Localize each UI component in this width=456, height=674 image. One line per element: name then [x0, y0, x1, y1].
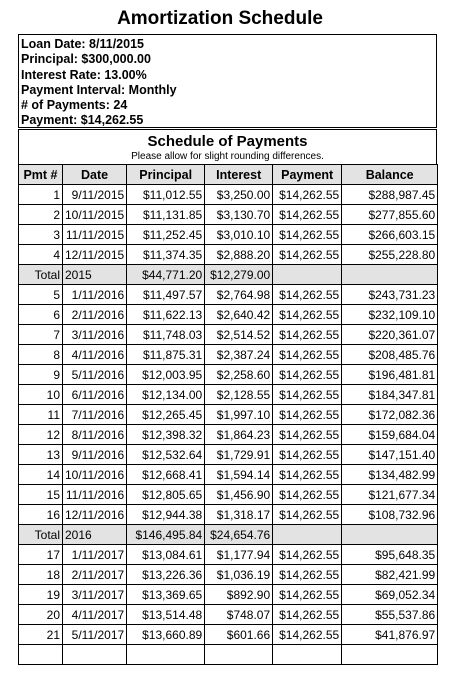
table-header-row [19, 165, 438, 185]
pmt-date-cell: 10/11/2015 [63, 205, 127, 225]
page-title: Amortization Schedule [117, 8, 323, 29]
interest-cell: $2,514.52 [205, 325, 273, 345]
balance-cell: $208,485.76 [342, 345, 438, 365]
col-header-interest: Interest [205, 165, 273, 185]
payment-cell: $14,262.55 [273, 605, 342, 625]
pmt-date-cell: 1/11/2016 [63, 285, 127, 305]
principal-cell: $11,748.03 [127, 325, 205, 345]
total-label: Total [19, 265, 63, 285]
pmt-number-cell: 21 [19, 625, 63, 645]
total-row [19, 265, 438, 285]
principal-cell: $11,131.85 [127, 205, 205, 225]
pmt-date-cell: 11/11/2015 [63, 225, 127, 245]
balance-cell: $55,537.86 [342, 605, 438, 625]
principal-cell: $146,495.84 [127, 525, 205, 545]
pmt-date-cell: 2/11/2016 [63, 305, 127, 325]
pmt-date-cell: 9/11/2016 [63, 445, 127, 465]
principal-cell [127, 645, 205, 665]
pmt-number-cell: 19 [19, 585, 63, 605]
interest-cell: $12,279.00 [205, 265, 273, 285]
pmt-number-cell [19, 645, 63, 665]
payment-table-body [19, 185, 438, 665]
principal-cell: $12,944.38 [127, 505, 205, 525]
payment-cell: $14,262.55 [273, 445, 342, 465]
table-row [19, 205, 438, 225]
balance-cell: $69,052.34 [342, 585, 438, 605]
pmt-date-cell: 7/11/2016 [63, 405, 127, 425]
table-row [19, 485, 438, 505]
payment-cell: $14,262.55 [273, 625, 342, 645]
payment-cell [273, 525, 342, 545]
rounding-note: Please allow for slight rounding differences. [131, 151, 324, 162]
table-row [19, 405, 438, 425]
principal-cell: $13,660.89 [127, 625, 205, 645]
pmt-number-cell: 3 [19, 225, 63, 245]
balance-cell: $232,109.10 [342, 305, 438, 325]
principal-cell: $12,134.00 [127, 385, 205, 405]
balance-cell [342, 645, 438, 665]
table-row [19, 645, 438, 665]
payment-cell: $14,262.55 [273, 505, 342, 525]
principal-cell: $13,514.48 [127, 605, 205, 625]
payment-cell: $14,262.55 [273, 245, 342, 265]
table-row [19, 505, 438, 525]
table-row [19, 325, 438, 345]
pmt-number-cell: 9 [19, 365, 63, 385]
payment-cell: $14,262.55 [273, 385, 342, 405]
balance-cell [342, 265, 438, 285]
pmt-date-cell: 2/11/2017 [63, 565, 127, 585]
pmt-date-cell: 4/11/2017 [63, 605, 127, 625]
pmt-number-cell: 20 [19, 605, 63, 625]
loan-date: Loan Date: 8/11/2015 [21, 37, 144, 51]
pmt-date-cell: 11/11/2016 [63, 485, 127, 505]
payment-interval: Payment Interval: Monthly [21, 82, 177, 97]
payment-cell: $14,262.55 [273, 425, 342, 445]
payment-cell [273, 645, 342, 665]
pmt-date-cell: 6/11/2016 [63, 385, 127, 405]
pmt-number-cell: 17 [19, 545, 63, 565]
balance-cell: $288,987.45 [342, 185, 438, 205]
interest-cell: $24,654.76 [205, 525, 273, 545]
pmt-date-cell: 3/11/2016 [63, 325, 127, 345]
interest-cell: $1,036.19 [205, 565, 273, 585]
principal-cell: $12,398.32 [127, 425, 205, 445]
payment-cell: $14,262.55 [273, 465, 342, 485]
table-row [19, 185, 438, 205]
interest-cell: $1,729.91 [205, 445, 273, 465]
payment-cell: $14,262.55 [273, 365, 342, 385]
principal-cell: $11,012.55 [127, 185, 205, 205]
total-year: 2015 [63, 265, 127, 285]
payment-cell: $14,262.55 [273, 485, 342, 505]
pmt-date-cell: 10/11/2016 [63, 465, 127, 485]
principal-cell: $12,265.45 [127, 405, 205, 425]
pmt-date-cell: 9/11/2015 [63, 185, 127, 205]
col-header-principal: Principal [127, 165, 205, 185]
payment-cell: $14,262.55 [273, 545, 342, 565]
pmt-date-cell: 5/11/2016 [63, 365, 127, 385]
payment-cell: $14,262.55 [273, 585, 342, 605]
table-row [19, 345, 438, 365]
table-row [19, 565, 438, 585]
payment-cell [273, 265, 342, 285]
pmt-number-cell: 6 [19, 305, 63, 325]
interest-cell: $892.90 [205, 585, 273, 605]
principal-cell: $12,668.41 [127, 465, 205, 485]
col-header-balance: Balance [342, 165, 438, 185]
loan-details-box [18, 34, 437, 128]
principal-cell: $12,003.95 [127, 365, 205, 385]
balance-cell: $277,855.60 [342, 205, 438, 225]
interest-cell: $1,318.17 [205, 505, 273, 525]
col-header-payment: Payment [273, 165, 342, 185]
interest-cell: $1,594.14 [205, 465, 273, 485]
balance-cell: $220,361.07 [342, 325, 438, 345]
interest-cell: $2,764.98 [205, 285, 273, 305]
pmt-date-cell: 12/11/2015 [63, 245, 127, 265]
pmt-date-cell: 3/11/2017 [63, 585, 127, 605]
table-row [19, 625, 438, 645]
payment-cell: $14,262.55 [273, 285, 342, 305]
table-row [19, 585, 438, 605]
loan-principal: Principal: $300,000.00 [21, 52, 151, 67]
balance-cell: $41,876.97 [342, 625, 438, 645]
pmt-number-cell: 12 [19, 425, 63, 445]
pmt-date-cell: 12/11/2016 [63, 505, 127, 525]
interest-cell: $1,177.94 [205, 545, 273, 565]
payment-cell: $14,262.55 [273, 205, 342, 225]
table-row [19, 305, 438, 325]
table-row [19, 385, 438, 405]
table-row [19, 605, 438, 625]
payment-table [18, 164, 438, 665]
interest-cell: $2,640.42 [205, 305, 273, 325]
pmt-date-cell: 8/11/2016 [63, 425, 127, 445]
pmt-number-cell: 13 [19, 445, 63, 465]
table-row [19, 365, 438, 385]
interest-cell: $601.66 [205, 625, 273, 645]
payment-count: # of Payments: 24 [21, 98, 128, 113]
interest-cell: $3,130.70 [205, 205, 273, 225]
principal-cell: $12,805.65 [127, 485, 205, 505]
schedule-title: Schedule of Payments [147, 133, 308, 150]
table-row [19, 465, 438, 485]
payment-cell: $14,262.55 [273, 305, 342, 325]
principal-cell: $11,374.35 [127, 245, 205, 265]
pmt-number-cell: 10 [19, 385, 63, 405]
principal-cell: $12,532.64 [127, 445, 205, 465]
payment-cell: $14,262.55 [273, 185, 342, 205]
payment-cell: $14,262.55 [273, 565, 342, 585]
pmt-number-cell: 8 [19, 345, 63, 365]
pmt-date-cell: 4/11/2016 [63, 345, 127, 365]
interest-cell: $3,010.10 [205, 225, 273, 245]
balance-cell [342, 525, 438, 545]
balance-cell: $108,732.96 [342, 505, 438, 525]
pmt-number-cell: 14 [19, 465, 63, 485]
payment-cell: $14,262.55 [273, 405, 342, 425]
interest-cell: $3,250.00 [205, 185, 273, 205]
total-year: 2016 [63, 525, 127, 545]
balance-cell: $121,677.34 [342, 485, 438, 505]
principal-cell: $11,875.31 [127, 345, 205, 365]
payment-cell: $14,262.55 [273, 345, 342, 365]
table-row [19, 225, 438, 245]
interest-cell: $1,997.10 [205, 405, 273, 425]
total-row [19, 525, 438, 545]
table-row [19, 245, 438, 265]
payment-amount: Payment: $14,262.55 [21, 113, 144, 128]
principal-cell: $11,252.45 [127, 225, 205, 245]
balance-cell: $255,228.80 [342, 245, 438, 265]
total-label: Total [19, 525, 63, 545]
payment-cell: $14,262.55 [273, 325, 342, 345]
interest-cell: $2,128.55 [205, 385, 273, 405]
balance-cell: $159,684.04 [342, 425, 438, 445]
interest-cell: $2,258.60 [205, 365, 273, 385]
interest-cell: $2,387.24 [205, 345, 273, 365]
col-header-pmt: Pmt # [19, 165, 63, 185]
principal-cell: $44,771.20 [127, 265, 205, 285]
pmt-number-cell: 11 [19, 405, 63, 425]
interest-cell: $2,888.20 [205, 245, 273, 265]
principal-cell: $13,226.36 [127, 565, 205, 585]
pmt-number-cell: 15 [19, 485, 63, 505]
interest-rate: Interest Rate: 13.00% [21, 67, 147, 82]
pmt-date-cell: 5/11/2017 [63, 625, 127, 645]
interest-cell [205, 645, 273, 665]
payment-cell: $14,262.55 [273, 225, 342, 245]
pmt-number-cell: 7 [19, 325, 63, 345]
interest-cell: $1,456.90 [205, 485, 273, 505]
pmt-number-cell: 4 [19, 245, 63, 265]
table-row [19, 445, 438, 465]
balance-cell: $266,603.15 [342, 225, 438, 245]
pmt-number-cell: 1 [19, 185, 63, 205]
principal-cell: $13,084.61 [127, 545, 205, 565]
pmt-date-cell [63, 645, 127, 665]
balance-cell: $184,347.81 [342, 385, 438, 405]
balance-cell: $196,481.81 [342, 365, 438, 385]
principal-cell: $11,497.57 [127, 285, 205, 305]
balance-cell: $134,482.99 [342, 465, 438, 485]
principal-cell: $13,369.65 [127, 585, 205, 605]
schedule-header [18, 129, 437, 164]
table-row [19, 285, 438, 305]
balance-cell: $243,731.23 [342, 285, 438, 305]
pmt-number-cell: 18 [19, 565, 63, 585]
table-row [19, 545, 438, 565]
principal-cell: $11,622.13 [127, 305, 205, 325]
interest-cell: $1,864.23 [205, 425, 273, 445]
balance-cell: $95,648.35 [342, 545, 438, 565]
balance-cell: $147,151.40 [342, 445, 438, 465]
pmt-number-cell: 2 [19, 205, 63, 225]
balance-cell: $82,421.99 [342, 565, 438, 585]
col-header-date: Date [63, 165, 127, 185]
pmt-number-cell: 5 [19, 285, 63, 305]
pmt-number-cell: 16 [19, 505, 63, 525]
table-row [19, 425, 438, 445]
pmt-date-cell: 1/11/2017 [63, 545, 127, 565]
balance-cell: $172,082.36 [342, 405, 438, 425]
interest-cell: $748.07 [205, 605, 273, 625]
